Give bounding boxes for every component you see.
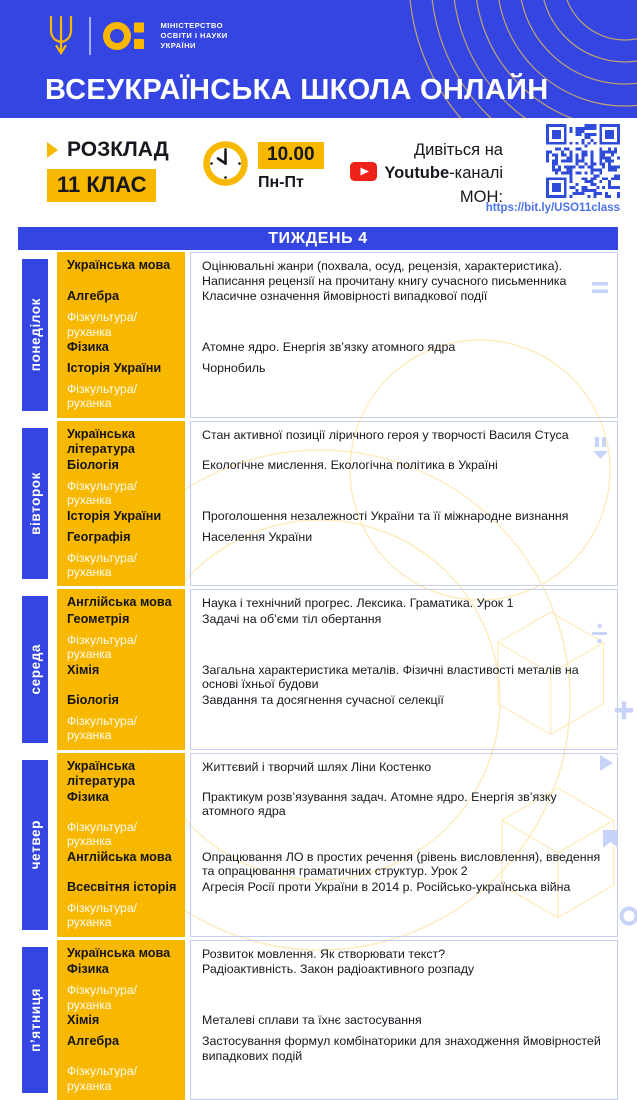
subject-label: Всесвітня історія: [57, 879, 185, 900]
day-row: [22, 421, 618, 587]
lesson-topic: Агресія Росії проти України в 2014 р. Російсько-українська війна: [190, 879, 618, 900]
subject-label: Історія України: [57, 360, 185, 381]
lesson-row: [57, 529, 618, 550]
lesson-topic: [190, 713, 618, 750]
lesson-row: [57, 457, 618, 478]
lesson-topic: Класичне означення ймовірності випадкової події: [190, 288, 618, 309]
lesson-topic: Радіоактивність. Закон радіоактивного розпаду: [190, 961, 618, 982]
day-name: четвер: [27, 820, 43, 870]
subject-label: Біологія: [57, 457, 185, 478]
lesson-topic: [190, 632, 618, 662]
lesson-row: [57, 1033, 618, 1063]
subject-label: Геометрія: [57, 611, 185, 632]
lesson-row: [57, 713, 618, 750]
youtube-link[interactable]: https://bit.ly/USO11class: [485, 202, 620, 214]
day-row: [22, 589, 618, 749]
day-label: [22, 428, 48, 580]
lesson-row: [57, 550, 618, 587]
lesson-row: [57, 632, 618, 662]
lesson-topic: Чорнобиль: [190, 360, 618, 381]
pe-label: Фізкультура/руханка: [57, 900, 185, 937]
pe-label: Фізкультура/руханка: [57, 381, 185, 418]
lesson-topic: [190, 819, 618, 849]
lesson-row: [57, 940, 618, 962]
youtube-caption-line1: Дивіться на: [413, 141, 503, 159]
subject-label: Українська література: [57, 421, 185, 457]
lesson-topic: Задачі на об’єми тіл обертання: [190, 611, 618, 632]
lesson-row: [57, 879, 618, 900]
lesson-topic: Наука і технічний прогрес. Лексика. Граматика. Урок 1: [190, 589, 618, 611]
subject-label: Українська література: [57, 753, 185, 789]
pe-label: Фізкультура/руханка: [57, 550, 185, 587]
lesson-topic: [190, 982, 618, 1012]
youtube-icon: [350, 162, 377, 181]
logo-divider: [89, 17, 91, 55]
pe-label: Фізкультура/руханка: [57, 713, 185, 750]
lesson-row: [57, 421, 618, 457]
ministry-logo: [45, 14, 228, 58]
lesson-row: [57, 961, 618, 982]
app-header: [0, 0, 637, 118]
pe-label: Фізкультура/руханка: [57, 309, 185, 339]
lesson-row: [57, 309, 618, 339]
subject-label: Фізика: [57, 339, 185, 360]
day-name: вівторок: [27, 472, 43, 536]
time-badge: 10.00: [258, 142, 324, 169]
qr-code-svg: [546, 124, 620, 198]
mon-logo-icon: [103, 18, 149, 54]
lesson-row: [57, 611, 618, 632]
lesson-topic: [190, 550, 618, 587]
day-label: [22, 596, 48, 742]
pe-label: Фізкультура/руханка: [57, 478, 185, 508]
lesson-row: [57, 1012, 618, 1033]
page-title: ВСЕУКРАЇНСЬКА ШКОЛА ОНЛАЙН: [45, 74, 549, 106]
lesson-row: [57, 288, 618, 309]
lesson-topic: Життєвий і творчий шлях Ліни Костенко: [190, 753, 618, 789]
youtube-word: Youtube: [384, 164, 450, 183]
lesson-row: [57, 662, 618, 692]
day-name: середа: [27, 644, 43, 695]
lesson-row: [57, 381, 618, 418]
lesson-row: [57, 849, 618, 879]
subject-label: Хімія: [57, 662, 185, 692]
subject-label: Алгебра: [57, 1033, 185, 1063]
ministry-line: ОСВІТИ І НАУКИ: [160, 30, 228, 40]
lesson-row: [57, 360, 618, 381]
grade-badge: 11 КЛАС: [47, 169, 156, 202]
lesson-topic: [190, 381, 618, 418]
lesson-row: [57, 508, 618, 529]
lesson-topic: [190, 1063, 618, 1100]
subject-label: Хімія: [57, 1012, 185, 1033]
ministry-line: МІНІСТЕРСТВО: [160, 20, 223, 30]
schedule-label: РОЗКЛАД: [67, 138, 169, 161]
lesson-topic: Проголошення незалежності України та її міжнародне визнання: [190, 508, 618, 529]
days-range: Пн-Пт: [258, 174, 304, 191]
lesson-topic: Розвиток мовлення. Як створювати текст?: [190, 940, 618, 962]
subject-label: Біологія: [57, 692, 185, 713]
lesson-topic: Оцінювальні жанри (похвала, осуд, рецензія, характеристика). Написання рецензії на прочитану книгу сучасного письменника: [190, 252, 618, 288]
pe-label: Фізкультура/руханка: [57, 819, 185, 849]
subject-label: Історія України: [57, 508, 185, 529]
day-row: [22, 252, 618, 418]
schedule-table: [22, 252, 618, 1100]
pe-label: Фізкультура/руханка: [57, 632, 185, 662]
chevron-right-icon: [47, 142, 58, 158]
day-label: [22, 760, 48, 930]
pe-label: Фізкультура/руханка: [57, 982, 185, 1012]
lesson-topic: Застосування формул комбінаторики для знаходження ймовірностей випадкових подій: [190, 1033, 618, 1063]
subject-label: Географія: [57, 529, 185, 550]
subject-label: Українська мова: [57, 252, 185, 288]
youtube-caption: [350, 139, 503, 209]
pe-label: Фізкультура/руханка: [57, 1063, 185, 1100]
ministry-name: [161, 21, 228, 52]
week-banner: ТИЖДЕНЬ 4: [18, 227, 618, 250]
day-row: [22, 753, 618, 937]
lesson-topic: Металеві сплави та їхнє застосування: [190, 1012, 618, 1033]
ministry-line: УКРАЇНИ: [160, 41, 196, 51]
schedule-heading: [47, 138, 169, 162]
subject-label: Алгебра: [57, 288, 185, 309]
lesson-row: [57, 789, 618, 819]
lesson-row: [57, 252, 618, 288]
subject-label: Українська мова: [57, 940, 185, 962]
subject-label: Англійська мова: [57, 849, 185, 879]
lesson-topic: Опрацювання ЛО в простих речення (рівень висловлення), введення та опрацювання граматичних структур. Урок 2: [190, 849, 618, 879]
youtube-caption-line2: [350, 162, 503, 185]
lesson-topic: Загальна характеристика металів. Фізичні властивості металів на основі їхньої будови: [190, 662, 618, 692]
info-band: [0, 118, 637, 227]
subject-label: Фізика: [57, 961, 185, 982]
lesson-row: [57, 692, 618, 713]
day-row: [22, 940, 618, 1100]
lesson-topic: Завдання та досягнення сучасної селекції: [190, 692, 618, 713]
day-name: п’ятниця: [27, 988, 43, 1052]
subject-label: Англійська мова: [57, 589, 185, 611]
time-block: [258, 142, 324, 192]
lesson-topic: [190, 478, 618, 508]
subject-label: Фізика: [57, 789, 185, 819]
lesson-row: [57, 589, 618, 611]
lesson-topic: Стан активної позиції ліричного героя у творчості Василя Стуса: [190, 421, 618, 457]
lesson-topic: Атомне ядро. Енергія зв’язку атомного ядра: [190, 339, 618, 360]
lesson-row: [57, 339, 618, 360]
lesson-topic: Екологічне мислення. Екологічна політика в Україні: [190, 457, 618, 478]
lesson-row: [57, 900, 618, 937]
qr-code: [546, 124, 620, 198]
lesson-row: [57, 1063, 618, 1100]
lesson-topic: Практикум розв’язування задач. Атомне ядро. Енергія зв’язку атомного ядра: [190, 789, 618, 819]
lesson-row: [57, 753, 618, 789]
lesson-row: [57, 982, 618, 1012]
lesson-topic: [190, 309, 618, 339]
lesson-row: [57, 819, 618, 849]
day-label: [22, 947, 48, 1093]
lesson-topic: [190, 900, 618, 937]
schedule-block: [47, 138, 169, 202]
clock-icon: [202, 140, 249, 187]
trident-icon: [45, 14, 77, 58]
day-label: [22, 259, 48, 411]
day-name: понеділок: [27, 298, 43, 372]
lesson-row: [57, 478, 618, 508]
youtube-caption-line3: МОН:: [459, 187, 503, 206]
lesson-topic: Населення України: [190, 529, 618, 550]
youtube-word-rest: -каналі: [449, 164, 503, 183]
